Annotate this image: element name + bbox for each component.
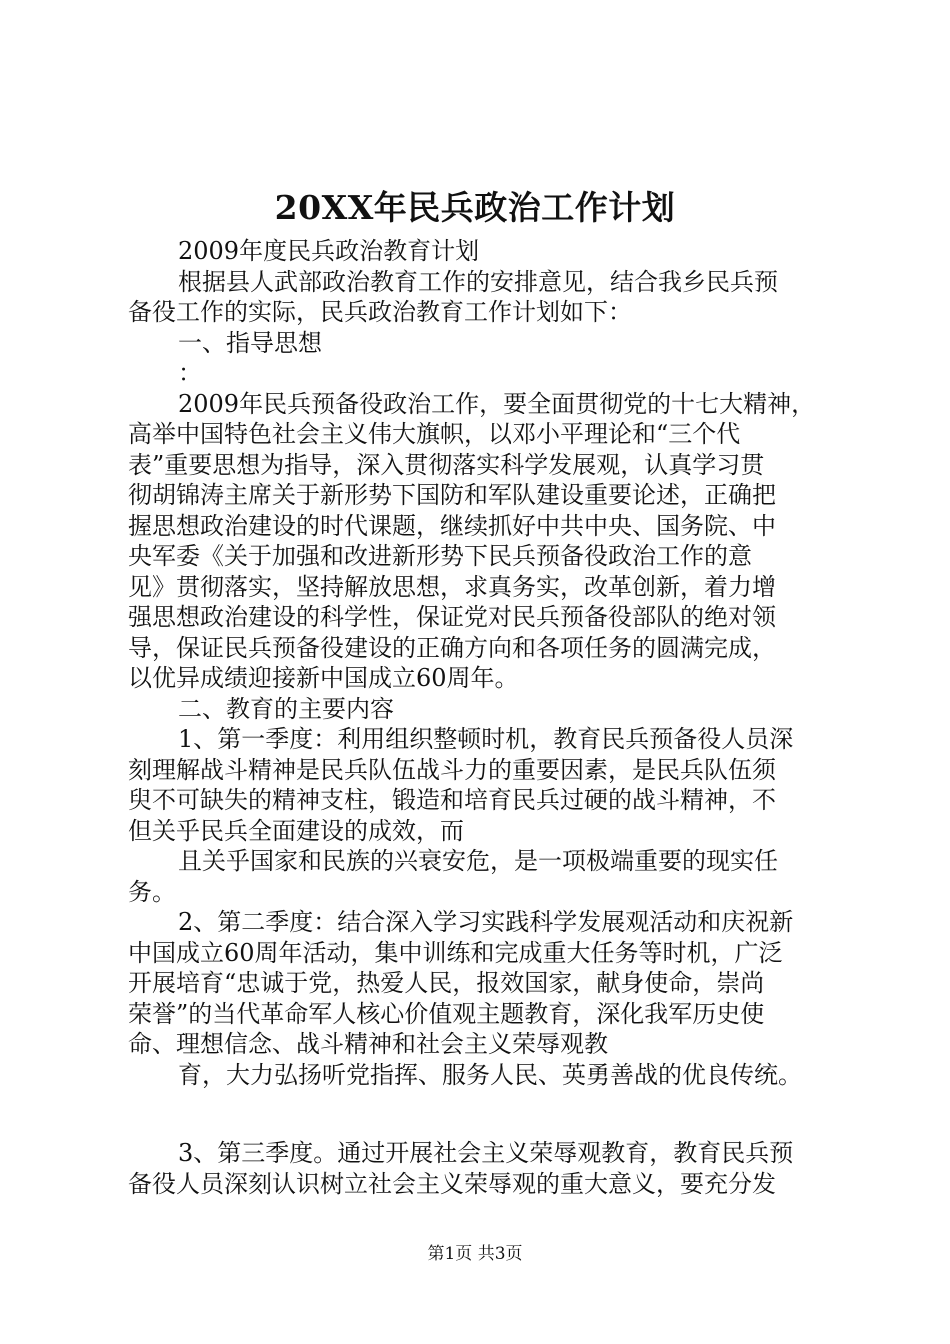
page-footer: 第1页 共3页 — [427, 1244, 523, 1264]
body-line: 臾不可缺失的精神支柱，锻造和培育民兵过硬的战斗精神，不 — [128, 786, 776, 814]
document-title: 20XX年民兵政治工作计划 — [274, 188, 676, 227]
body-line: 以优异成绩迎接新中国成立60周年。 — [128, 664, 519, 692]
body-line: 一、指导思想 — [178, 328, 322, 357]
body-line: 命、理想信念、战斗精神和社会主义荣辱观教 — [128, 1030, 608, 1058]
document-body — [128, 236, 833, 1199]
body-line: 见》贯彻落实，坚持解放思想，求真务实，改革创新，着力增 — [128, 572, 776, 601]
body-line: 但关乎民兵全面建设的成效，而 — [128, 816, 464, 845]
body-line: 3、第三季度。通过开展社会主义荣辱观教育，教育民兵预 — [178, 1139, 794, 1167]
body-line: 握思想政治建设的时代课题，继续抓好中共中央、国务院、中 — [128, 511, 776, 540]
body-line: 刻理解战斗精神是民兵队伍战斗力的重要因素，是民兵队伍须 — [128, 755, 776, 784]
body-line: 备役人员深刻认识树立社会主义荣辱观的重大意义，要充分发 — [128, 1169, 776, 1198]
body-line: 且关乎国家和民族的兴衰安危，是一项极端重要的现实任 — [178, 847, 778, 875]
body-line: 1、第一季度：利用组织整顿时机，教育民兵预备役人员深 — [178, 725, 794, 753]
body-line: 务。 — [128, 877, 176, 906]
body-line: 育，大力弘扬听党指挥、服务人民、英勇善战的优良传统。 — [178, 1060, 802, 1089]
body-line: 彻胡锦涛主席关于新形势下国防和军队建设重要论述，正确把 — [128, 481, 776, 509]
body-line: ： — [178, 359, 202, 387]
body-line: 高举中国特色社会主义伟大旗帜，以邓小平理论和“三个代 — [128, 420, 741, 448]
body-line: 强思想政治建设的科学性，保证党对民兵预备役部队的绝对领 — [128, 603, 776, 631]
body-line: 导，保证民兵预备役建设的正确方向和各项任务的圆满完成， — [128, 633, 776, 662]
body-line: 2009年民兵预备役政治工作，要全面贯彻党的十七大精神， — [178, 389, 816, 418]
body-line: 2、第二季度：结合深入学习实践科学发展观活动和庆祝新 — [178, 908, 794, 936]
body-line: 央军委《关于加强和改进新形势下民兵预备役政治工作的意 — [128, 542, 752, 570]
body-line: 备役工作的实际，民兵政治教育工作计划如下： — [128, 298, 632, 326]
body-line: 根据县人武部政治教育工作的安排意见，结合我乡民兵预 — [178, 267, 778, 296]
body-line: 二、教育的主要内容 — [178, 694, 394, 723]
body-line: 2009年度民兵政治教育计划 — [178, 237, 480, 265]
body-line: 中国成立60周年活动，集中训练和完成重大任务等时机，广泛 — [128, 938, 783, 967]
body-line: 开展培育“忠诚于党，热爱人民，报效国家，献身使命，崇尚 — [128, 969, 765, 997]
body-line: 表”重要思想为指导，深入贯彻落实科学发展观，认真学习贯 — [128, 450, 765, 479]
body-line: 荣誉”的当代革命军人核心价值观主题教育，深化我军历史使 — [128, 999, 765, 1028]
paragraph-gap — [128, 1090, 833, 1138]
